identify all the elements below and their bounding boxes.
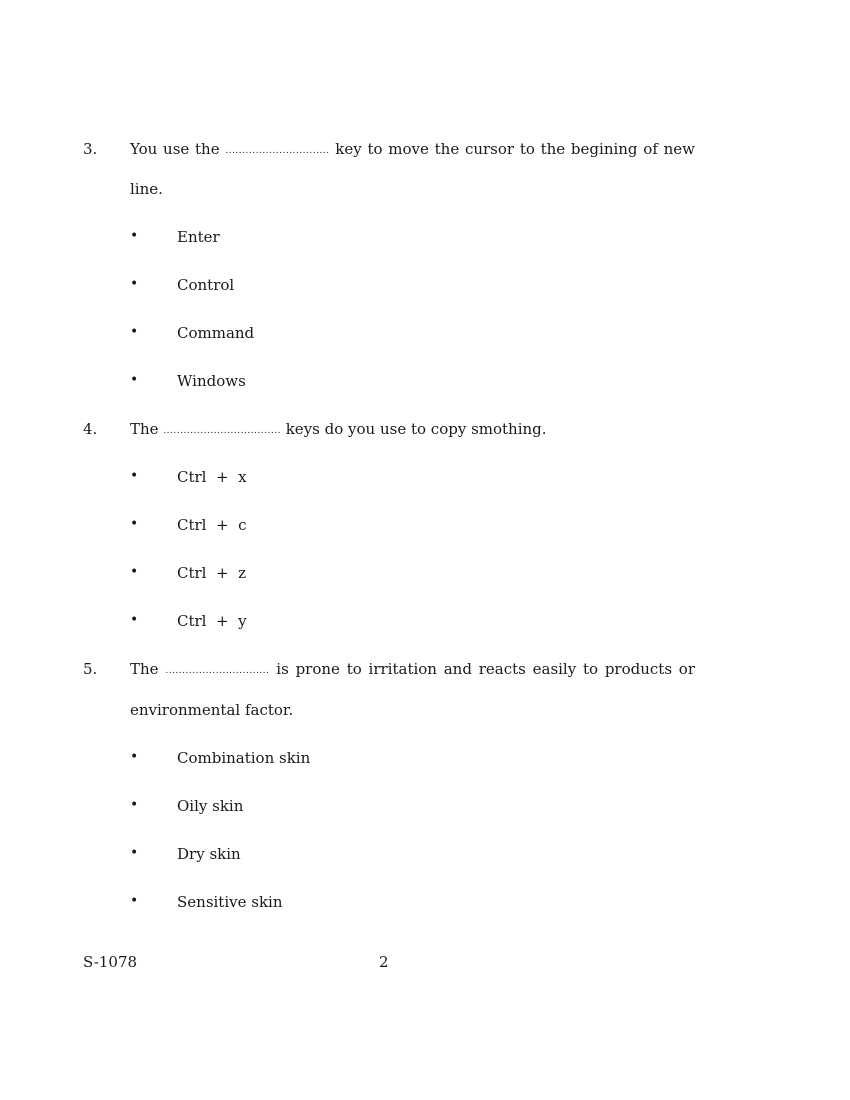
bullet-icon: • <box>130 893 139 909</box>
question-3-option-2: Control <box>177 276 235 294</box>
question-3-text-start: You use the <box>130 140 226 158</box>
question-3-number: 3. <box>83 140 98 158</box>
question-5-option-2: Oily skin <box>177 797 244 815</box>
bullet-icon: • <box>130 612 139 628</box>
question-3-option-4: Windows <box>177 372 246 390</box>
footer-page-number: 2 <box>379 953 389 971</box>
question-5-option-1: Combination skin <box>177 749 311 767</box>
question-3-blank: ............................... <box>225 146 330 156</box>
question-5-text <box>130 660 695 678</box>
question-5-blank: ............................... <box>165 666 270 676</box>
bullet-icon: • <box>130 749 139 765</box>
question-5-text-start: The <box>130 660 166 678</box>
question-5-option-3: Dry skin <box>177 845 241 863</box>
bullet-icon: • <box>130 516 139 532</box>
bullet-icon: • <box>130 468 139 484</box>
question-4-number: 4. <box>83 420 98 438</box>
bullet-icon: • <box>130 372 139 388</box>
question-3-text <box>130 140 695 158</box>
question-5-continuation: environmental factor. <box>130 701 294 719</box>
question-4-option-2: Ctrl + c <box>177 516 247 534</box>
question-3-option-1: Enter <box>177 228 220 246</box>
question-4-option-3: Ctrl + z <box>177 564 247 582</box>
question-5-text-end: is prone to irritation and reacts easily to products or <box>269 660 696 678</box>
question-4-option-4: Ctrl + y <box>177 612 247 630</box>
footer-document-code: S-1078 <box>83 953 138 971</box>
question-5-option-4: Sensitive skin <box>177 893 283 911</box>
bullet-icon: • <box>130 564 139 580</box>
question-4-text <box>130 420 695 438</box>
question-3-text-end: key to move the cursor to the begining of new <box>329 140 695 158</box>
bullet-icon: • <box>130 845 139 861</box>
question-3-option-3: Command <box>177 324 255 342</box>
bullet-icon: • <box>130 797 139 813</box>
question-4-text-start: The <box>130 420 164 438</box>
question-5-number: 5. <box>83 660 98 678</box>
bullet-icon: • <box>130 276 139 292</box>
question-4-text-end: keys do you use to copy smothing. <box>280 420 547 438</box>
bullet-icon: • <box>130 228 139 244</box>
question-4-option-1: Ctrl + x <box>177 468 247 486</box>
bullet-icon: • <box>130 324 139 340</box>
question-3-continuation: line. <box>130 180 163 198</box>
question-4-blank: ................................... <box>163 426 281 436</box>
